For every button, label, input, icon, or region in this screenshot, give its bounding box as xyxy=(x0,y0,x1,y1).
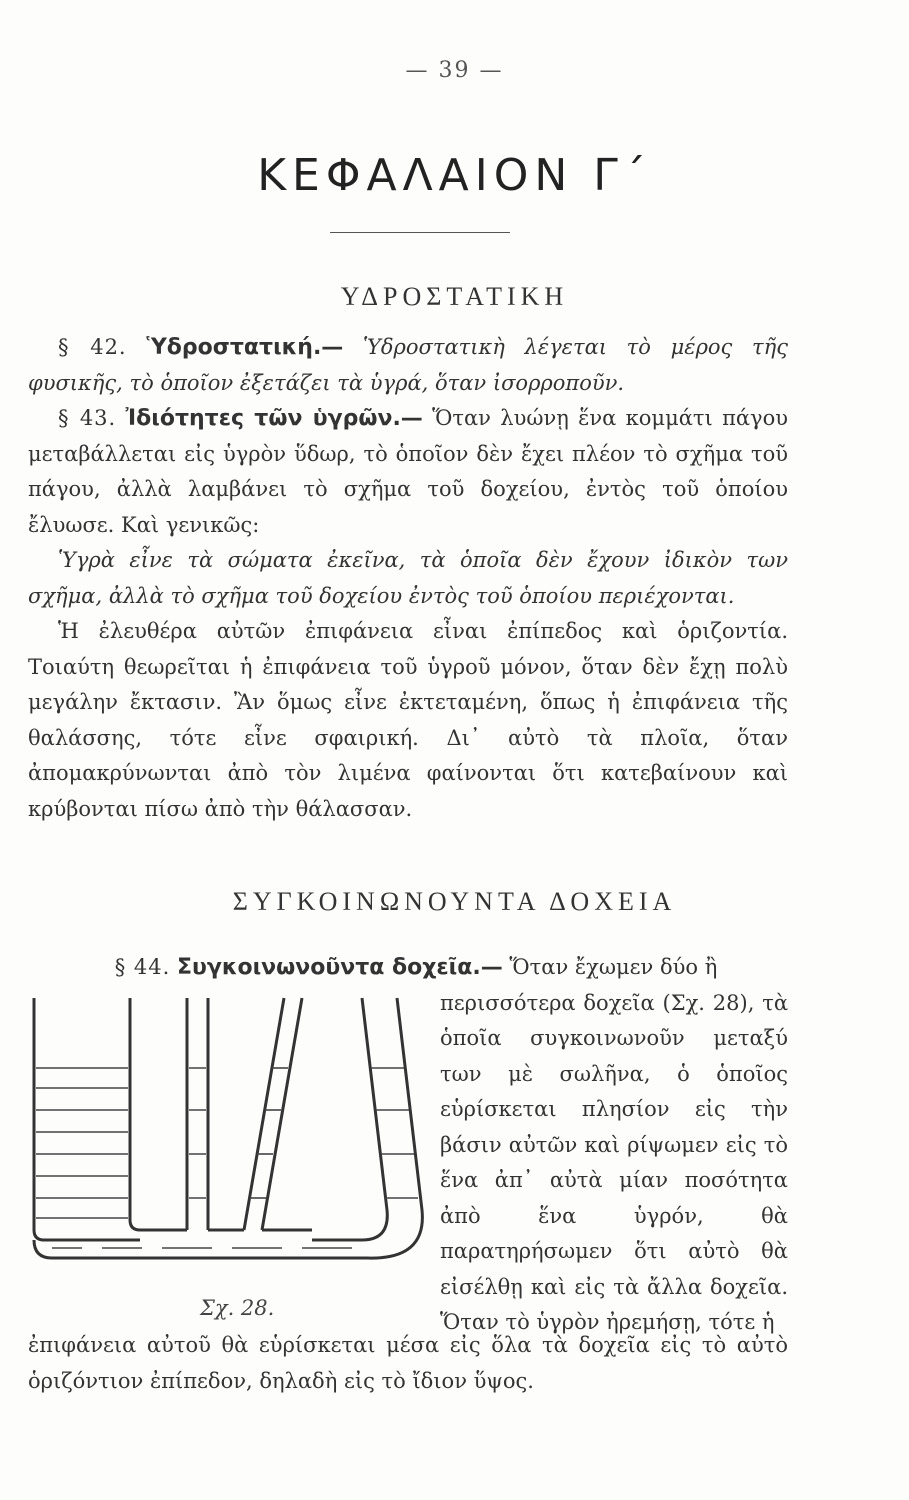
liquid-level-lines xyxy=(36,1068,418,1248)
section-heading-hydrostatics: ΥΔΡΟΣΤΑΤΙΚΗ xyxy=(340,282,569,311)
paragraph-44-body: περισσότερα δοχεῖα (Σχ. 28), τὰ ὁποῖα συγκοινωνοῦν μεταξύ των μὲ σωλῆνα, ὁ ὁποῖος εὑρίσκεται πλησίον εἰς τὴν βάσιν αὐτῶν καὶ ρίψωμεν εἰς τὸ ἕνα ἀπ᾽ αὐτὰ μίαν ποσότητα ἀπὸ ἕνα ὑγρόν, θὰ παρατηρήσωμεν ὅτι αὐτὸ θὰ εἰσέλθῃ καὶ εἰς τὰ ἄλλα δοχεῖα. Ὅταν τὸ ὑγρὸν ἠρεμήσῃ, τότε ἡ xyxy=(440,990,788,1334)
section-title: Συγκοινωνοῦντα δοχεῖα.— xyxy=(176,955,503,980)
divider-rule xyxy=(330,232,510,233)
paragraph-44-lead xyxy=(68,950,788,986)
text-block-hydrostatics xyxy=(28,330,788,827)
section-number: § 42. xyxy=(58,335,127,359)
paragraph-42 xyxy=(28,330,788,401)
chapter-title: ΚΕΦΑΛΑΙΟΝ Γ΄ xyxy=(257,150,652,201)
paragraph-43 xyxy=(28,401,788,543)
figure-caption: Σχ. 28. xyxy=(200,1296,275,1320)
section-heading-communicating-vessels: ΣΥΓΚΟΙΝΩΝΟΥΝΤΑ ΔΟΧΕΙΑ xyxy=(232,887,677,916)
communicating-vessels-figure xyxy=(22,990,432,1300)
section-title: Ἰδιότητες τῶν ὑγρῶν.— xyxy=(125,406,423,431)
section-text: Ὑδροστατικὴ λέγεται τὸ μέρος τῆς φυσικῆς, τὸ ὁποῖον ἐξετάζει τὰ ὑγρά, ὅταν ἰσορροποῦν. xyxy=(28,335,788,395)
section-title: Ὑδροστατική.— xyxy=(146,335,344,360)
section-text-lead: Ὅταν ἔχωμεν δύο ἢ xyxy=(509,955,718,979)
page-number: — 39 — xyxy=(405,58,504,83)
section-number: § 43. xyxy=(58,406,117,430)
section-number: § 44. xyxy=(114,955,171,979)
paragraph-surface: Ἡ ἐλευθέρα αὐτῶν ἐπιφάνεια εἶναι ἐπίπεδος καὶ ὁριζοντία. Τοιαύτη θεωρεῖται ἡ ἐπιφάνεια τοῦ ὑγροῦ μόνον, ὅταν δὲν ἔχῃ πολὺ μεγάλην ἔκτασιν. Ἂν ὅμως εἶνε ἐκτεταμένη, ὅπως ἡ ἐπιφάνεια τῆς θαλάσσης, τότε εἶνε σφαιρική. Δι᾽ αὐτὸ τὰ πλοῖα, ὅταν ἀπομακρύνωνται ἀπὸ τὸν λιμένα φαίνονται ὅτι κατεβαίνουν καὶ κρύβονται πίσω ἀπὸ τὴν θάλασσαν. xyxy=(28,619,788,821)
text-block-continuation xyxy=(28,1328,788,1399)
section-text: Ὅταν λυώνῃ ἕνα κομμάτι πάγου μεταβάλλεται εἰς ὑγρὸν ὕδωρ, τὸ ὁποῖον δὲν ἔχει πλέον τὸ σχῆμα τοῦ πάγου, ἀλλὰ λαμβάνει τὸ σχῆμα τοῦ δοχείου, ἐντὸς τοῦ ὁποίου ἔλυωσε. Καὶ γενικῶς: xyxy=(28,406,789,537)
definition-liquids: Ὑγρὰ εἶνε τὰ σώματα ἐκεῖνα, τὰ ὁποῖα δὲν ἔχουν ἰδικὸν των σχῆμα, ἀλλὰ τὸ σχῆμα τοῦ δοχείου ἐντὸς τοῦ ὁποίου περιέχονται. xyxy=(28,548,788,608)
paragraph-44-continuation: ἐπιφάνεια αὐτοῦ θὰ εὑρίσκεται μέσα εἰς ὅλα τὰ δοχεῖα εἰς τὸ αὐτὸ ὁριζόντιον ἐπίπεδον, δηλαδὴ εἰς τὸ ἴδιον ὕψος. xyxy=(28,1333,788,1393)
text-block-communicating-vessels xyxy=(114,950,788,1341)
